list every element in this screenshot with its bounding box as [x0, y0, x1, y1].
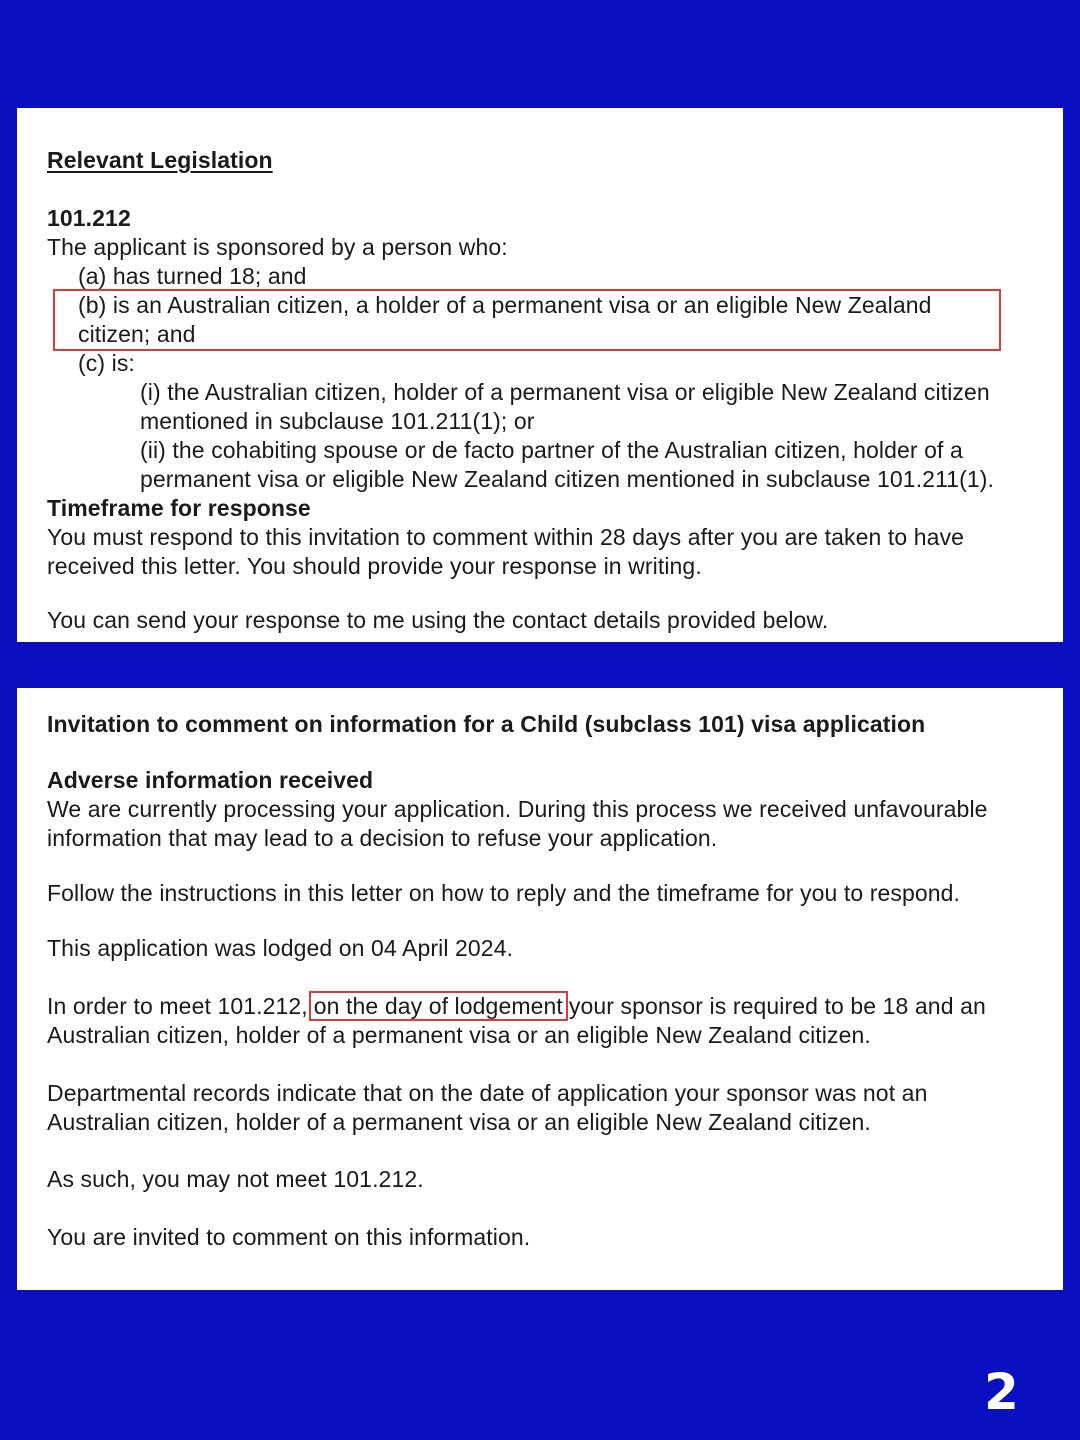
order-line2: Australian citizen, holder of a permanent visa or an eligible New Zealand citizen.: [47, 1022, 871, 1048]
clause-number: 101.212: [47, 205, 131, 231]
clause-item-c-ii-line1: (ii) the cohabiting spouse or de facto partner of the Australian citizen, holder of a: [140, 437, 963, 463]
order-prefix: In order to meet 101.212,: [47, 993, 308, 1019]
clause-item-c-i-line2: mentioned in subclause 101.211(1); or: [140, 408, 535, 434]
follow-instructions-line: Follow the instructions in this letter on how to reply and the timeframe for you to respond.: [47, 880, 961, 906]
as-such-line: As such, you may not meet 101.212.: [47, 1166, 424, 1192]
clause-item-a: (a) has turned 18; and: [78, 263, 307, 289]
lodgement-day-highlight: on the day of lodgement: [309, 991, 568, 1021]
records-line1: Departmental records indicate that on the date of application your sponsor was not an: [47, 1080, 928, 1106]
timeframe-heading: Timeframe for response: [47, 495, 311, 521]
order-suffix: your sponsor is required to be 18 and an: [568, 993, 986, 1019]
invited-line: You are invited to comment on this information.: [47, 1224, 531, 1250]
page-number: 2: [984, 1363, 1019, 1421]
legislation-panel: [17, 108, 1063, 642]
records-line2: Australian citizen, holder of a permanent visa or an eligible New Zealand citizen.: [47, 1109, 871, 1135]
invitation-title: Invitation to comment on information for a Child (subclass 101) visa application: [47, 711, 926, 737]
adverse-heading: Adverse information received: [47, 767, 374, 793]
clause-item-b-line1: (b) is an Australian citizen, a holder of a permanent visa or an eligible New Zealand: [78, 292, 932, 318]
clause-item-c-ii-line2: permanent visa or eligible New Zealand citizen mentioned in subclause 101.211(1).: [140, 466, 995, 492]
adverse-line2: information that may lead to a decision to refuse your application.: [47, 825, 718, 851]
clause-intro: The applicant is sponsored by a person who:: [47, 234, 508, 260]
invitation-panel: [17, 688, 1063, 1290]
clause-item-c-i-line1: (i) the Australian citizen, holder of a permanent visa or eligible New Zealand citizen: [140, 379, 990, 405]
timeframe-line1: You must respond to this invitation to comment within 28 days after you are taken to have: [47, 524, 965, 550]
legislation-heading: Relevant Legislation: [47, 147, 273, 173]
adverse-line1: We are currently processing your application. During this process we received unfavourable: [47, 796, 988, 822]
clause-item-b-line2: citizen; and: [78, 321, 196, 347]
timeframe-line2: received this letter. You should provide your response in writing.: [47, 553, 702, 579]
order-line1: [47, 992, 986, 1021]
clause-item-c: (c) is:: [78, 350, 135, 376]
lodged-date-line: This application was lodged on 04 April 2024.: [47, 935, 514, 961]
contact-line: You can send your response to me using the contact details provided below.: [47, 607, 829, 633]
